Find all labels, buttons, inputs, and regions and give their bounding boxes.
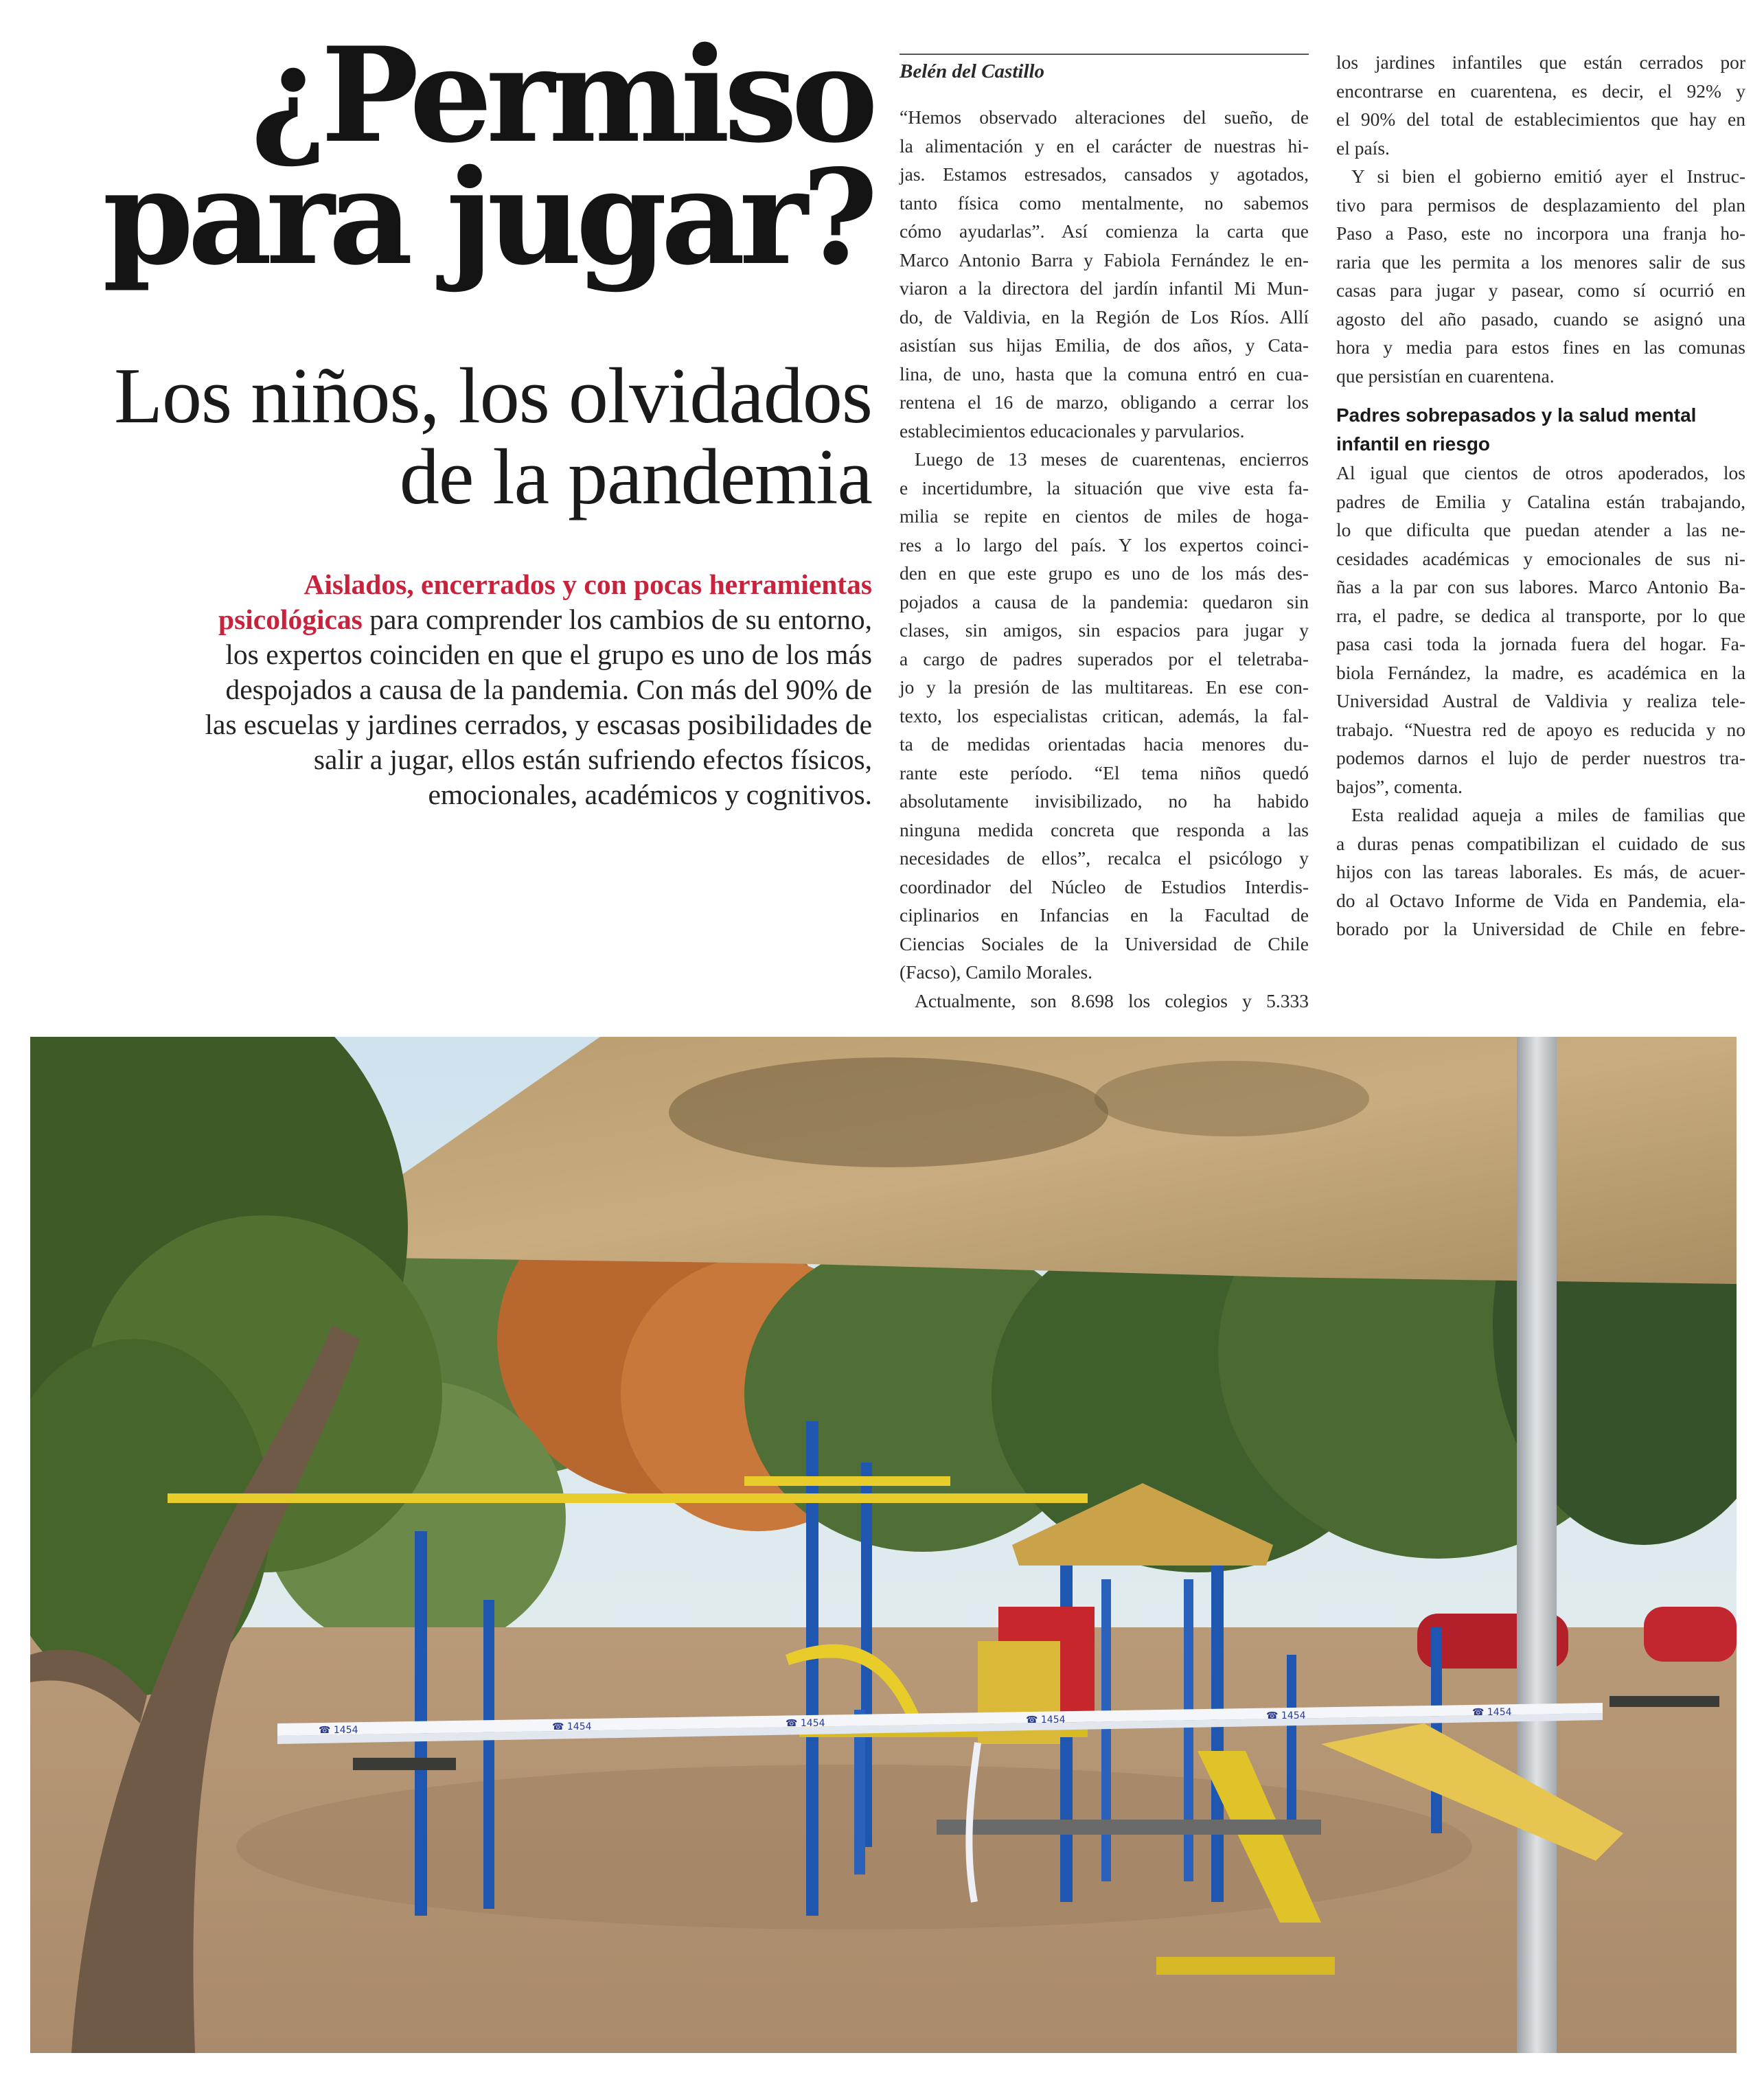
text-line: encontrarse en cuarentena, es decir, el 92% y bbox=[1336, 80, 1745, 102]
text-line: lo que dificulta que puedan atender a las ne- bbox=[1336, 519, 1745, 540]
tape-label: ☎ 1454 bbox=[1266, 1710, 1306, 1721]
text-line: jo y la presión de las multitareas. En ese con- bbox=[900, 676, 1309, 698]
playground-photo bbox=[30, 1037, 1737, 2053]
text-line: establecimientos educacionales y parvularios. bbox=[900, 420, 1245, 442]
text-line: a duras penas compatibilizan el cuidado de sus bbox=[1336, 832, 1745, 854]
lead-line: salir a jugar, ellos están sufriendo efectos físicos, bbox=[313, 744, 872, 775]
text-line: ñas a la par con sus labores. Marco Antonio Ba- bbox=[1336, 576, 1745, 597]
text-line: do al Octavo Informe de Vida en Pandemia, ela- bbox=[1336, 889, 1745, 911]
lead-line: emocionales, académicos y cognitivos. bbox=[428, 779, 872, 810]
text-line: coordinador del Núcleo de Estudios Interdis- bbox=[900, 875, 1309, 897]
text-line: do, de Valdivia, en la Región de Los Ríos. Allí bbox=[900, 306, 1309, 328]
text-line: el 90% del total de establecimientos que hay en bbox=[1336, 108, 1745, 130]
section-subtitle: infantil en riesgo bbox=[1336, 433, 1491, 455]
text-line: Luego de 13 meses de cuarentenas, encierros bbox=[915, 448, 1309, 470]
text-line: pasa casi toda la jornada fuera del hogar. Fa- bbox=[1336, 633, 1745, 654]
subheadline-line-1: Los niños, los olvidados bbox=[114, 352, 872, 440]
text-line: (Facso), Camilo Morales. bbox=[900, 961, 1093, 983]
text-line: milia se repite en cientos de miles de hoga- bbox=[900, 505, 1309, 527]
text-line: den en que este grupo es uno de los más des- bbox=[900, 562, 1309, 584]
lead-text: para comprender los cambios de su entorno, bbox=[362, 604, 872, 635]
byline: Belén del Castillo bbox=[900, 54, 1309, 85]
headline-line-2: para jugar? bbox=[102, 141, 872, 294]
text-line: casas para jugar y pasear, como sí ocurrió en bbox=[1336, 279, 1745, 301]
text-line: Esta realidad aqueja a miles de familias que bbox=[1351, 804, 1745, 825]
text-line: Marco Antonio Barra y Fabiola Fernández le en- bbox=[900, 249, 1309, 271]
text-line: viaron a la directora del jardín infantil Mi Mun- bbox=[900, 277, 1309, 299]
subheadline bbox=[27, 352, 872, 521]
text-line: texto, los especialistas critican, además, la fal- bbox=[900, 704, 1309, 726]
text-line: que persistían en cuarentena. bbox=[1336, 365, 1555, 387]
text-line: asistían sus hijas Emilia, de dos años, y Cata- bbox=[900, 334, 1309, 356]
text-line: ninguna medida concreta que responda a las bbox=[900, 818, 1309, 840]
text-line: la alimentación y en el carácter de nuestras hi- bbox=[900, 135, 1309, 157]
lead-line: las escuelas y jardines cerrados, y escasas posibilidades de bbox=[205, 709, 872, 740]
text-line: trabajo. “Nuestra red de apoyo es reducida y no bbox=[1336, 718, 1745, 740]
lead-line: los expertos coinciden en que el grupo es uno de los más bbox=[225, 639, 872, 670]
headline-line-1: ¿Permiso bbox=[251, 19, 872, 172]
text-line: absolutamente invisibilizado, no ha habido bbox=[900, 790, 1309, 812]
text-line: Y si bien el gobierno emitió ayer el Instruc- bbox=[1351, 165, 1745, 187]
text-line: Ciencias Sociales de la Universidad de Chile bbox=[900, 932, 1309, 954]
headline bbox=[82, 19, 872, 294]
text-line: necesidades de ellos”, recalca el psicólogo y bbox=[900, 847, 1309, 869]
text-line: padres de Emilia y Catalina están trabajando, bbox=[1336, 490, 1745, 512]
text-line: Al igual que cientos de otros apoderados, los bbox=[1336, 462, 1745, 483]
text-line: el país. bbox=[1336, 137, 1390, 159]
text-line: ciplinarios en Infancias en la Facultad de bbox=[900, 904, 1309, 926]
text-line: lina, de uno, hasta que la comuna entró en cua- bbox=[900, 363, 1309, 385]
text-line: agosto del año pasado, cuando se asignó una bbox=[1336, 308, 1745, 330]
text-line: jas. Estamos estresados, cansados y agotados, bbox=[900, 163, 1309, 185]
lead-line bbox=[82, 602, 872, 637]
lead-highlight: psicológicas bbox=[218, 604, 363, 635]
lead-line bbox=[82, 567, 872, 602]
text-line: los jardines infantiles que están cerrados por bbox=[1336, 51, 1745, 73]
text-line: pojados a causa de la pandemia: quedaron sin bbox=[900, 591, 1309, 612]
text-line: e incertidumbre, la situación que vive esta fa- bbox=[900, 477, 1309, 498]
text-line: podemos darnos el lujo de perder nuestros tra- bbox=[1336, 747, 1745, 768]
text-line: Universidad Austral de Valdivia y realiza tele- bbox=[1336, 690, 1745, 711]
text-line: bajos”, comenta. bbox=[1336, 775, 1463, 797]
light-pole bbox=[1517, 1037, 1557, 2053]
text-line: biola Fernández, la madre, es académica en la bbox=[1336, 661, 1745, 683]
text-line: hijos con las tareas laborales. Es más, de acuer- bbox=[1336, 861, 1745, 882]
text-line: Actualmente, son 8.698 los colegios y 5.333 bbox=[915, 989, 1309, 1011]
text-line: raria que les permita a los menores salir de sus bbox=[1336, 251, 1745, 273]
text-line: “Hemos observado alteraciones del sueño, de bbox=[900, 106, 1309, 128]
text-line: tanto física como mentalmente, no sabemos bbox=[900, 192, 1309, 214]
lead-highlight: Aislados, encerrados y con pocas herramientas bbox=[303, 569, 872, 600]
tape-label: ☎ 1454 bbox=[1472, 1707, 1512, 1718]
section-subtitle: Padres sobrepasados y la salud mental bbox=[1336, 404, 1697, 426]
text-line: tivo para permisos de desplazamiento del plan bbox=[1336, 194, 1745, 216]
spacer bbox=[1336, 390, 1745, 401]
text-line: rentena el 16 de marzo, obligando a cerrar los bbox=[900, 391, 1309, 413]
column-1-body bbox=[900, 103, 1309, 1015]
text-line: clases, sin amigos, sin espacios para jugar y bbox=[900, 619, 1309, 641]
tape-label: ☎ 1454 bbox=[1026, 1715, 1066, 1726]
text-line: hora y media para estos fines en las comunas bbox=[1336, 336, 1745, 358]
tape-label: ☎ 1454 bbox=[552, 1721, 592, 1732]
text-line: rante este período. “El tema niños quedó bbox=[900, 761, 1309, 783]
text-line: cesidades académicas y emocionales de sus ni- bbox=[1336, 547, 1745, 569]
tape-label: ☎ 1454 bbox=[786, 1718, 825, 1729]
subheadline-line-2: de la pandemia bbox=[399, 433, 872, 521]
column-2-body bbox=[1336, 48, 1745, 943]
lead-paragraph bbox=[82, 567, 872, 812]
text-line: Paso a Paso, este no incorpora una franja ho- bbox=[1336, 222, 1745, 244]
text-line: rra, el padre, se dedica al transporte, por lo que bbox=[1336, 604, 1745, 626]
text-line: ta de medidas orientadas hacia menores du- bbox=[900, 733, 1309, 755]
text-line: a cargo de padres superados por el teletraba- bbox=[900, 647, 1309, 669]
lead-line: despojados a causa de la pandemia. Con más del 90% de bbox=[225, 674, 872, 705]
text-line: cómo ayudarlas”. Así comienza la carta que bbox=[900, 220, 1309, 242]
tape-label: ☎ 1454 bbox=[319, 1725, 358, 1736]
text-line: borado por la Universidad de Chile en febre- bbox=[1336, 918, 1745, 939]
text-line: res a lo largo del país. Y los expertos coinci- bbox=[900, 534, 1309, 555]
